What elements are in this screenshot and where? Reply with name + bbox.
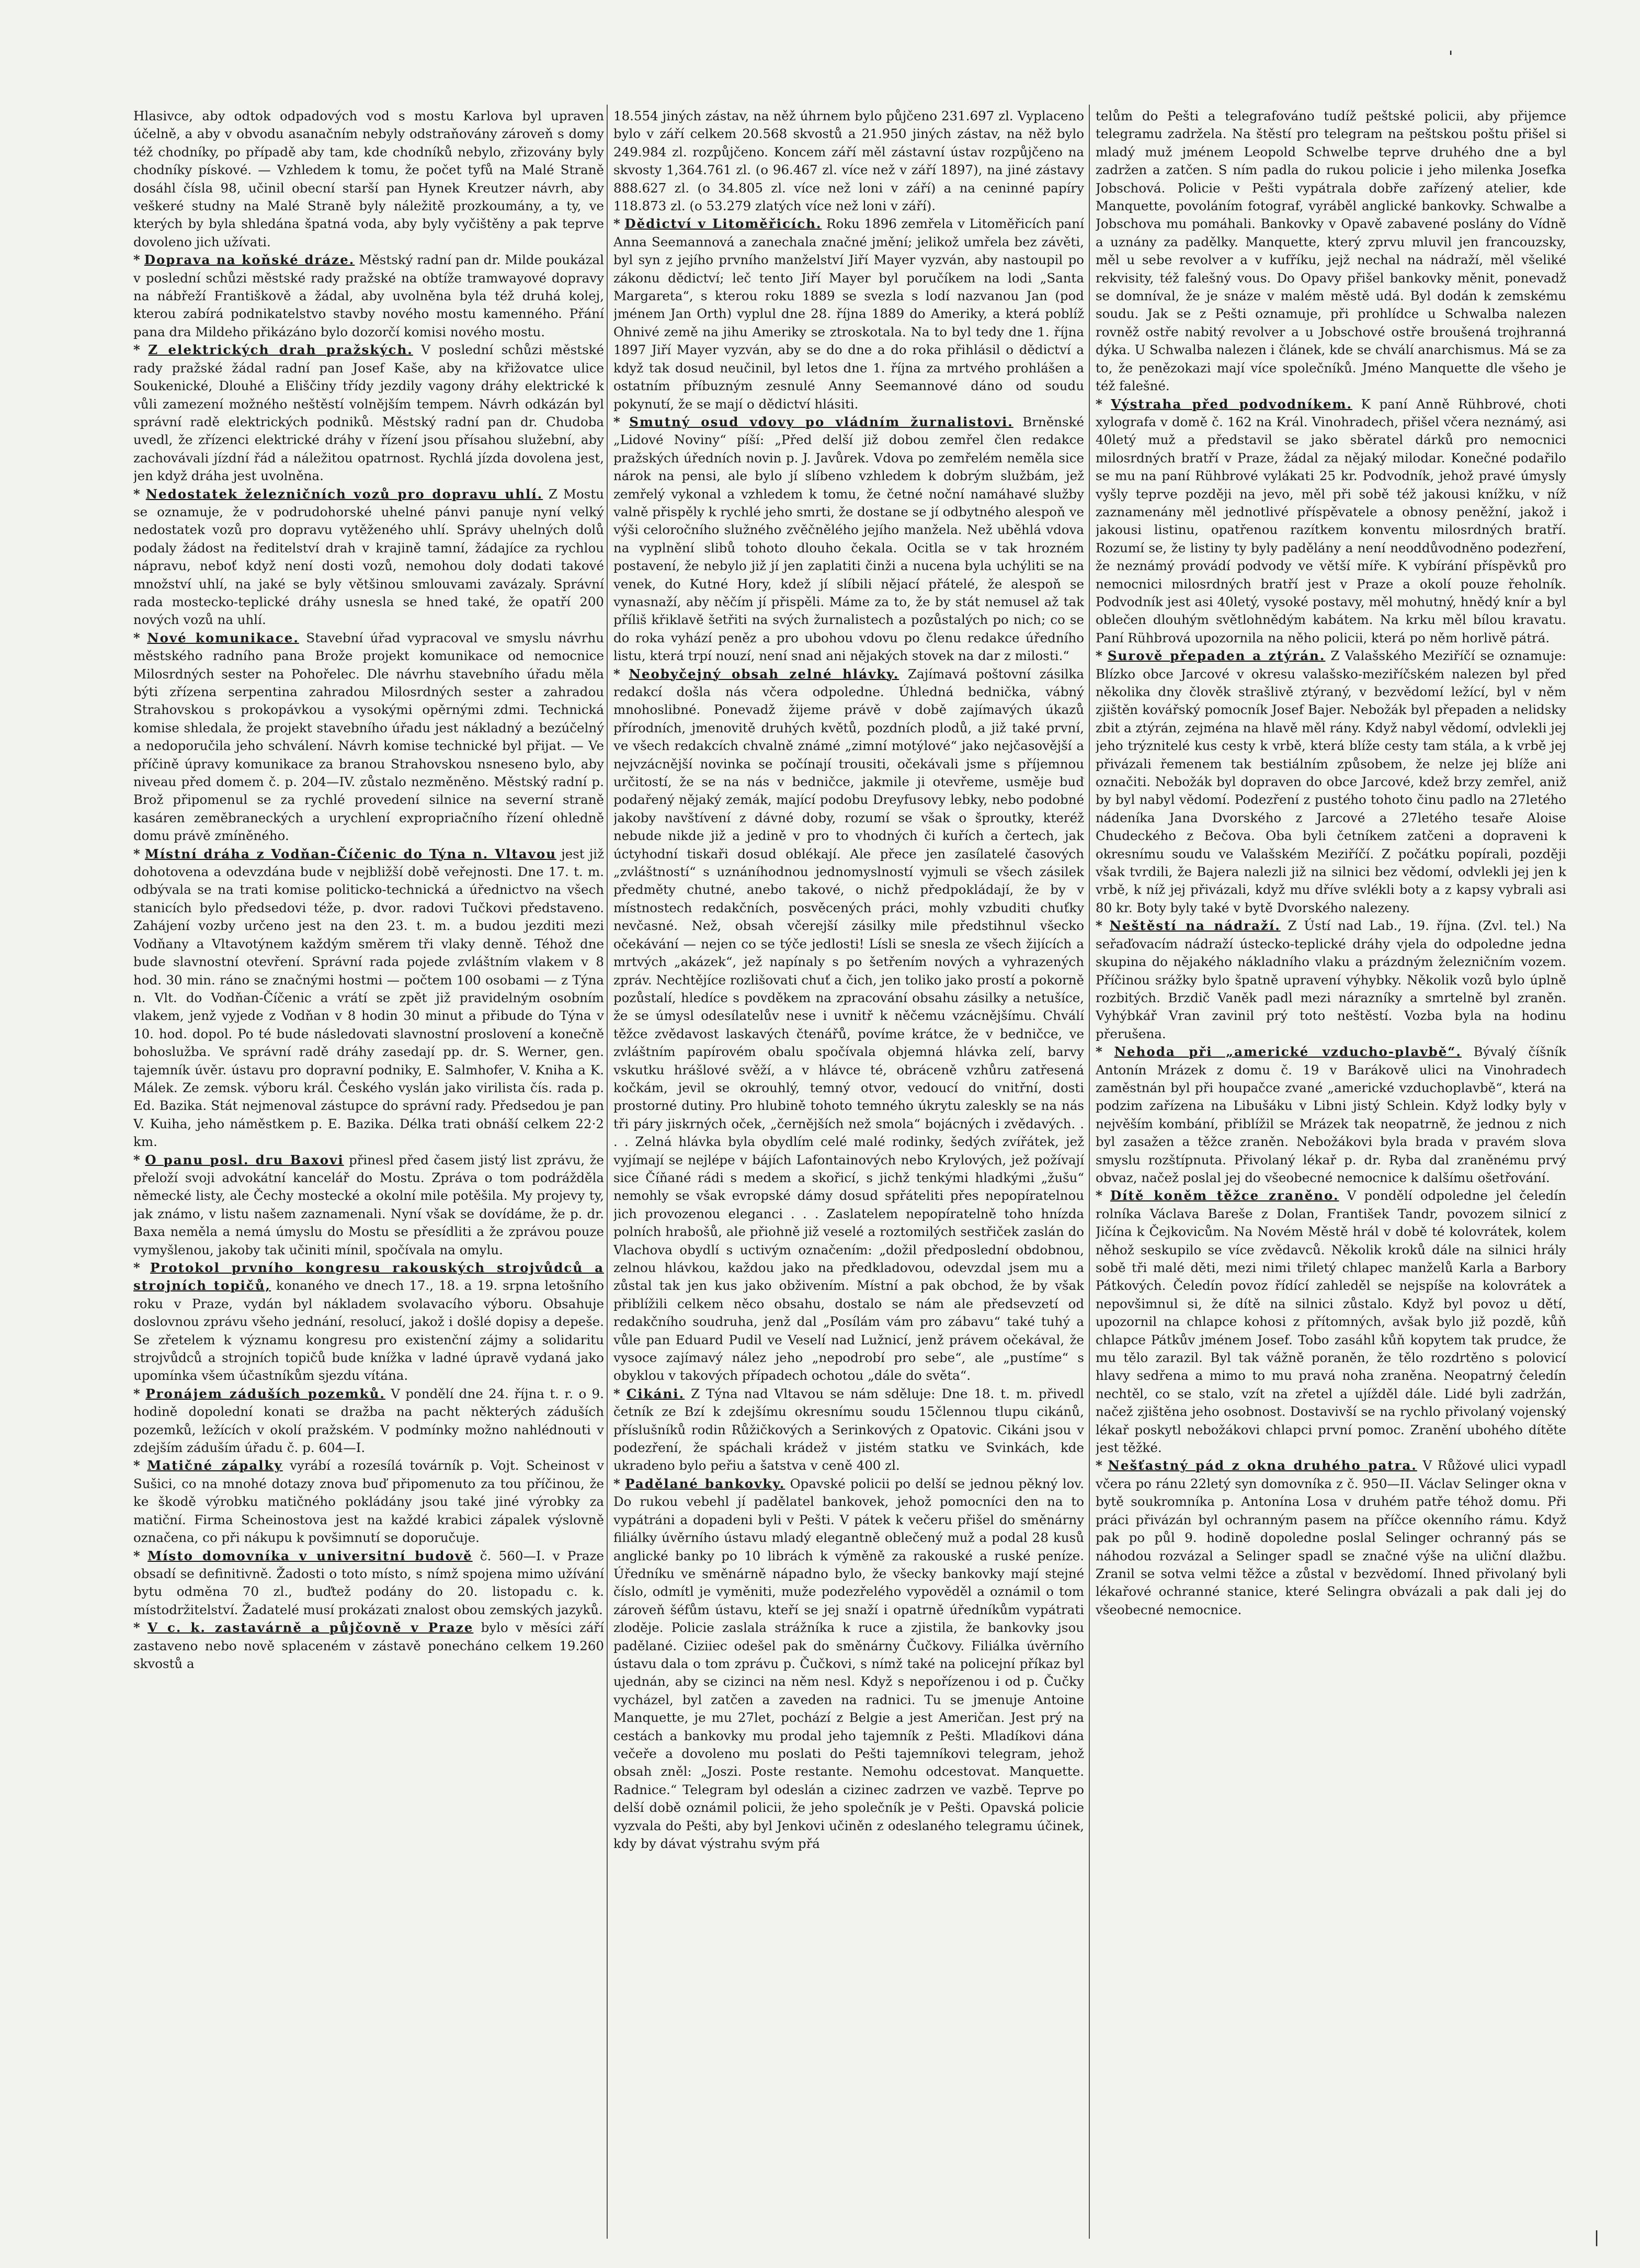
article-headline: O panu posl. dru Baxovi bbox=[145, 1152, 344, 1167]
news-article bbox=[133, 1457, 604, 1547]
article-body: V poslední schůzi městské rady pražské žádal radní pan Josef Kaše, aby na křižovatce ulice Soukenické, Dlouhé a Eliščiny třídy jezdily vagony dráhy elektrické k vůli zamezení možného neštěstí volnějším tempem. Návrh odkázán byl správní radě elektrických podniků. Městský radní pan dr. Chudoba uvedl, že zřízenci elektrické dráhy v řízení jsou přísahou služební, aby zachovávali jízdní řád a náležitou opatrnost. Rychlá jízda dovolena jest, jen když dráha jest uvolněna. bbox=[133, 342, 604, 484]
article-headline: Výstraha před podvodníkem. bbox=[1111, 396, 1353, 412]
article-headline: Padělané bankovky. bbox=[625, 1476, 785, 1491]
article-marker: * bbox=[133, 846, 140, 861]
article-marker: * bbox=[613, 666, 620, 682]
news-article bbox=[133, 629, 604, 845]
article-body: Z Ústí nad Lab., 19. října. (Zvl. tel.) Na seřaďovacím nádraží ústecko-teplické dráhy vjela do odpoledne jedna skupina do nějakého nákladního vlaku a prázdným železničním vozem. Příčinou srážky bylo špatně upravení výhybky. Několik vozů bylo úplně rozbitých. Brzdič Vaněk padl mezi nárazníky a smrtelně byl zraněn. Vyhýbkář Vran zavinil prý toto neštěstí. Vozba byla na hodinu přerušena. bbox=[1096, 918, 1566, 1041]
article-body: přinesl před časem jistý list zprávu, že přeloží svoji advokátní kancelář do Mostu. Zpráva o tom podrážděla německé listy, ale Čechy mostecké a okolní mile potěšila. My projevy ty, jak známo, v listu našem zaznamenali. Nyní však se dovídáme, že p. dr. Baxa nemělа a nemá úmyslu do Mostu se přesídliti a že zprávou pouze vymyšlenou, jakoby tak učiniti mínil, spočívala na omylu. bbox=[133, 1152, 604, 1257]
text-column-1 bbox=[133, 107, 604, 2247]
article-headline: Doprava na koňské dráze. bbox=[144, 252, 355, 268]
news-article bbox=[133, 341, 604, 485]
article-marker: * bbox=[133, 1458, 140, 1473]
article-body: Z Mostu se oznamuje, že v podrudohorské uhelné pánvi panuje nyní velký nedostatek vozů pro dopravu vytěženého uhlí. Správy uhelných dolů podaly žádost na ředitelství drah v krajině tamní, žádajíce za rychlou nápravu, neboť když není dosti vozů, nemohou doly dodati takové množství uhlí, na jaké se byly většinou smlouvami zavázaly. Správní rada mostecko-teplické dráhy usnesla se hned také, že opatří 200 nových vozů na uhlí. bbox=[133, 486, 604, 628]
news-article bbox=[133, 251, 604, 341]
text-column-3 bbox=[1096, 107, 1566, 2247]
news-article bbox=[1096, 917, 1566, 1043]
article-marker: * bbox=[133, 1260, 140, 1275]
text-column-2 bbox=[613, 107, 1084, 2247]
article-headline: Neštěstí na nádraží. bbox=[1109, 918, 1281, 934]
article-marker: * bbox=[1096, 1188, 1102, 1204]
news-article bbox=[613, 1475, 1084, 1853]
article-headline: Smutný osud vdovy po vládním žurnalistovi. bbox=[629, 414, 1013, 429]
article-headline: Nehoda při „americké vzducho-plavbě“. bbox=[1114, 1044, 1462, 1060]
article-body: jest již dohotovena a odevzdána bude v nejbližší době veřejnosti. Dne 17. t. m. odbývala se na trati komise politicko-technická a úřednictvo na všech stanicích bylo předsedovi téže, p. dvor. radovi Tučkovi představeno. Zahájení vozby určeno jest na den 23. t. m. a budou jezditi mezi Vodňany a Vltavotýnem každým směrem tři vlaky denně. Téhož dne bude slavnostní otevření. Správní rada pojede zvláštním vlakem v 8 hod. 30 min. ráno se značnými hostmi — počtem 100 osobami — z Týna n. Vlt. do Vodňan-Číčenic a vrátí se zpět již pravidelným osobním vlakem, jenž vyjede z Vodňan v 8 hodin 30 minut a přibude do Týna v 10. hod. dopol. Po té bude následovati slavnostní proslovení a konečně bohoslužba. Ve správní radě dráhy zasedají pp. dr. S. Werner, gen. tajemník úvěr. ústavu pro dopravní podniky, E. Salmhofer, V. Kniha a K. Málek. Ze zemsk. výboru král. Českého vyslán jako virilista čís. rada p. Ed. Bazika. Stát nejmenoval zástupce do správní rady. Předsedou je pan V. Kuiha, jeho náměstkem p. E. Bazika. Délka trati obnáší celkem 22·2 km. bbox=[133, 846, 604, 1150]
article-body: vyrábí a rozesílá továrník p. Vojt. Scheinost v Sušici, co na mnohé dotazy znova buď připomenuto za tou příčinou, že ke škodě výrobku matičného pokládány jsou také jiné výrobky za matiční. Firma Scheinostova jest na každé krabici zápalek výslovně označena, co při nákupu k povšimnutí se doporučuje. bbox=[133, 1458, 604, 1546]
article-body: Stavební úřad vypracoval ve smyslu návrhu městského radního pana Brože projekt komunikace od nemocnice Milosrdných sester na Pohořelec. Dle návrhu stavebního úřadu měla býti zřízena serpentina zahradou Milosrdných sester a zahradou Strahovskou s prokopávkou a vysokými opěrnými zdmi. Technická komise shledala, že projekt stavebního úřadu jest nákladný a bezúčelný a nedoporučila jeho schválení. Návrh komise technické byl přijat. — Ve příčině úpravy komunikace za branou Strahovskou nsneseno bylo, aby niveau před domem č. p. 204—IV. zůstalo nezměněno. Městský radní p. Brož připomenul se za rychlé provedení silnice na severní straně kasáren zeměbraneckých a urychlení expropriačního řízení ohledně domu právě zmíněného. bbox=[133, 630, 604, 844]
article-marker: * bbox=[133, 1152, 140, 1167]
news-article bbox=[1096, 1457, 1566, 1619]
article-marker: * bbox=[133, 630, 140, 645]
news-article bbox=[133, 845, 604, 1151]
article-body: K paní Anně Rühbrové, choti xylografa v domě č. 162 na Král. Vinohradech, přišel včera neznámý, asi 40letý muž a představil se jako sběratel dárků pro nemocnici milosrdných bratří v Praze, žádal za nějaký milodar. Konečné podařilo se mu na paní Rühbrové vylákati 25 kr. Podvodník, jehož pravé úmysly vyšly teprve později na jevo, měl při sobě též jakousi knížku, v níž zaznamenány měl jednotlivé příspěvatele a obnosy peněžní, jakož i jakousi listinu, opatřenou razítkem konventu milosrdných bratří. Rozumí se, že listiny ty byly padělány a není neoddůvodněno podezření, že neznámý provádí podvody ve větší míře. K vybírání příspěvků pro nemocnici milosrdných bratří jest v Praze a okolí pouze řeholník. Podvodník jest asi 40letý, vysoké postavy, měl mohutný, hnědý knír a byl oblečen dlouhým světlohnědým kabátem. Na krku měl bílou kravatu. Paní Rühbrová upozornila na něho policii, která po něm horlivě pátrá. bbox=[1096, 396, 1566, 645]
article-marker: * bbox=[133, 486, 140, 502]
article-body: Bývalý číšník Antonín Mrázek z domu č. 19 v Barákově ulici na Vinohradech zaměstnán byl při houpačce zvané „americké vzduchoplavbě“, která na podzim zařízena na Libušáku v Libni jistý Schlein. Když lodky byly v nejvěším kombání, přiblížil se Mrázek tak neopatrně, že jednou z nich byl zasažen a těžce zraněn. Nebožákovi byla brada v pravém slova smyslu rozštípnuta. Přivolaný lékař p. dr. Ryba dal zraněnému prvý obvaz, načež poslal jej do všeobecné nemocnice k dalšímu ošetřování. bbox=[1096, 1044, 1566, 1185]
article-body: V pondělí dne 24. října t. r. o 9. hodině dopolední konati se dražba na pacht některých záduších pozemků, ležících v okolí pražském. V podmínky možno nahlédnouti v zdejším záduším úřadu č. p. 604—I. bbox=[133, 1386, 604, 1456]
article-headline: Protokol prvního kongresu rakouských strojvůdců a strojních topičů, bbox=[133, 1260, 604, 1294]
article-headline: Nedostatek železničních vozů pro dopravu uhlí. bbox=[145, 486, 543, 502]
article-marker: * bbox=[613, 1476, 620, 1491]
news-article bbox=[613, 665, 1084, 1385]
news-article bbox=[613, 413, 1084, 665]
article-marker: * bbox=[1096, 1044, 1102, 1060]
article-headline: Nové komunikace. bbox=[147, 630, 299, 645]
column-divider bbox=[1089, 105, 1090, 2239]
article-marker: * bbox=[133, 342, 140, 358]
article-headline: Dědictví v Litoměřicích. bbox=[624, 216, 822, 232]
article-body: telům do Pešti a telegrafováno tudíž peštské policii, aby přijemce telegramu zadržela. Na štěstí pro telegram na peštskou poštu přišel si mladý muž jménem Leopold Schwelbe teprve druhého dne a byl zadržen a zatčen. S ním padla do rukou policie i jeho milenka Josefka Jobschová. Policie v Pešti vypátrala dobře zařízený atelier, kde Manquette, povoláním fotograf, vyráběl anglické bankovky. Schwalbe a Jobschova mu pomáhali. Bankovky v Opavě zabavené poslány do Vídně a uznány za padělky. Manquette, který zprvu mluvil jen francouzsky, měl u sebe revolver a v kufříku, jejž nechal na nádraží, měl všeliké rekvisity, též falešný vous. Do Opavy přišel bankovky měnit, ponevadž se domníval, že je snáze v malém městě udá. Byl dodán k zemskému soudu. Jak se z Pešti oznamuje, při prohlídce u Schwalba nalezen rovněž ostře nabitý revolver a u Jobschové ostře broušená trojhranná dýka. U Schwalba nalezen i článek, kde se chválí anarchismus. Má se za to, že penězokazi mají více společníků. Jméno Manquette dle všeho je též falešné. bbox=[1096, 108, 1566, 394]
article-body: Z Týna nad Vltavou se nám sděluje: Dne 18. t. m. přivedl četník ze Bzí k zdejšímu okresnímu soudu 15člennou tlupu cikánů, příslušníků rodin Růžičkových a Serinkových z Opatovic. Cikáni jsou v podezření, že spáchali krádež v jistém statku ve Svinkách, kde ukradeno bylo peřiu a šatstva v ceně 400 zl. bbox=[613, 1386, 1084, 1473]
article-marker: * bbox=[133, 1386, 140, 1401]
article-body: bylo v měsíci září zastaveno nebo nově splaceném v zástavě ponecháno celkem 19.260 skvostů a bbox=[133, 1620, 604, 1671]
news-article bbox=[133, 1151, 604, 1259]
article-body: č. 560—I. v Praze obsadí se definitivně. Žadosti o toto místo, s nímž spojena mimo užívání bytu odměna 70 zl., buďtež podány do 20. listopadu c. k. místodržitelství. Žadatelé musí prokázati znalost obou zemských jazyků. bbox=[133, 1548, 604, 1617]
article-headline: Místo domovníka v universitní budově bbox=[147, 1548, 473, 1563]
article-headline: Cikáni. bbox=[626, 1386, 685, 1401]
news-article bbox=[133, 485, 604, 629]
article-marker: * bbox=[133, 252, 140, 268]
article-headline: Pronájem záduších pozemků. bbox=[145, 1386, 385, 1401]
article-body: konaného ve dnech 17., 18. a 19. srpna letošního roku v Praze, vydán byl nákladem svolavacího výboru. Obsahuje doslovnou zprávu všeho jednání, resolucí, jakož i došlé dopisy a depeše. Se zřetelem k významu kongresu pro existenční zájmy a solidaritu strojvůdců a strojních topičů bude knížka v ladné úpravě vydaná jako upomínka všem účastníkům sjezdu vítána. bbox=[133, 1278, 604, 1384]
news-article bbox=[1096, 395, 1566, 648]
column-divider bbox=[607, 105, 608, 2239]
article-body: V Růžové ulici vypadl včera po ránu 22letý syn domovníka z č. 950—II. Václav Selinger okna v bytě soukromníka p. Antonína Losa v druhém patře téhož domu. Při práci přivázán byl ochranným pasem na příčce okenního rámu. Když pak po půl 9. hodině dopoledne poslal Selinger ochranný pás se náhodou rozvázal a Selinger spadl se značné výše na uliční dlažbu. Zranil se sotva velmi těžce a zůstal v bezvědomí. Ihned přivolaný byli lékařové ochranné stanice, které Selingra obvázali a pak dali jej do všeobecné nemocnice. bbox=[1096, 1458, 1566, 1617]
news-article bbox=[133, 1619, 604, 1673]
article-body: V pondělí odpoledne jel čeledín rolníka Václava Bareše z Dolan, František Tandr, povozem silnicí z Jičína k Čejkovicům. Na Novém Městě hrál v době té kolovrátek, kolem něhož seskupilo se více zvědavců. Několik kroků dále na silnici hrály sobě tři malé děti, mezi nimi třiletý chlapec manželů Karla a Barbory Pátkových. Čeledín povoz řídící zahleděl se nejspíše na kolovrátek a nepovšimnul si, že dítě na silnici zůstalo. Když byl povoz u dětí, upozornil na chlapce kohosi z přítomných, avšak bylo již pozdě, kůň chlapce Pátkův jménem Josef. Tobo zasáhl kůň kopytem tak prudce, že mu tělo zarazil. Byl tak vážně poraněn, že tělo rozdrtěno s polovicí hlavy sedřena a mimo to mu pravá noha zraněna. Neopatrný čeledín nechtěl, co se stalo, vzít na zřetel a ujížděl dále. Lidé byli zadržán, načež zjištěna jeho osobnost. Dostavivší se na rychlo přivolaný vojenský lékař poskytl nebožákovi chlapci první pomoc. Zranění ubohého dítěte jest těžké. bbox=[1096, 1188, 1566, 1456]
news-article bbox=[613, 215, 1084, 413]
article-body: Brněnské „Lidové Noviny“ píší: „Před delší již dobou zemřel člen redakce pražských úředních novin p. J. Javůrek. Vdova po zemřelém neměla sice nárok na pensi, ale bylo jí slíbeno vzhledem k dobrým službám, jež zemřelý vykonal a vzhledem k tomu, že četné noční namáhavé služby valně přispěly k rychlé jeho smrti, že dostane se jí odbytného alespoň ve výši celoročního služného zvěčnělého jejího manžela. Než uběhlá vdova na vyplnění slibů tohoto dlouho čekala. Ocitla se v tak hrozném postavení, že nebylo již jí jen zaplatiti činži a nucena byla uchýliti se na venek, do Kutné Hory, kdež jí slíbili nějací přátelé, že alespoň se vynasnaží, aby něčím jí přispěli. Máme za to, že by stát nemusel až tak příliš křiklavě šetřiti na svých žurnalistech a pozůstalých po nich; co se do roka vyhází peněz a pro ubohou vdovu po členu redakce úředního listu, která trpí nouzí, není snad ani nějakých stovek na dar z milosti.“ bbox=[613, 414, 1084, 664]
article-body: Zajímavá poštovní zásilka redakcí došla nás včera odpoledne. Úhledná bednička, vábný mnohoslibné. Ponevadž žijeme právě v době zajímavých úkazů přírodních, jmenovitě druhých květů, pozdních plodů, a již také první, ve všech redakcích chvalně známé „zimní motýlové“ jako nejčasovější a nejvzácnější novinka se počínají trousiti, očekávali jsme s příjemnou určitostí, že se na nás v bedničce, jakmile ji otevřeme, usměje buď podařený nějaký zemák, mající podobu Dreyfusovy lebky, nebo podobné jakoby navštívení z dávné doby, rozumí se však o šproutky, kteréž nebude nikde již a jedině v pro to vhodných či kuřích a čertech, jak úctyhodní tiskaři dosud oblékají. Ale přece jen zasílatelé časových „zvláštností“ s uznáníhodnou jednomyslností vyjmuli se všech zásilek předměty chutné, anebo takové, o nichž předpokládají, že by v místnostech redakčních, posvěcených práci, mohly vzbuditi chuťky nevčasné. Než, obsah včerejší zásilky mile předstihnul všecko očekávání — nejen co se týče jedlosti! Lísli se snesla ze všech žijících a mrtvých „akázek“, jež napínaly s po šetřením nových a vyhrazených zpráv. Nechtějíce rozlišovati chuť a čich, jen toliko jako prostí a pokorně pozůstalí, hledíce s povděkem na zpracování obsahu zásilky a netušíce, že se úmysl odesílatelův nese i uvnitř k něčemu vzácnějšímu. Chválí těžce zvědavost laskavých čtenářů, povíme krátce, že v bedničce, ve zvláštním papírovém obalu spočívala objemná hlávka zelí, barvy vskutku hrášlové svěží, a v hlávce té, obráceně vzhůru zatřesená kočkám, jevil se okrouhlý, temný otvor, vedoucí do vnitřní, dosti prostorné dutiny. Pro hlubině tohoto temného úkrytu zaleskly se na nás tři páry jiskrných oček, „černějších než smola“ bojácných i zvědavých. . . . Zelná hlávka byla obydlím celé malé rodinky, šedých zvířátek, jež vyjímají se nejlépe v bájích Lafontainových nebo Krylových, jež požívají sice Číňané rádi s medem a skořicí, s jichž tenkými hladkými „žušu“ nemohly se však evropské dámy dosud spřáteliti přes nepopíratelnou jich provozenou eleganci . . . Zaslatelem nepopíratelně toho hnízda polních hrabošů, ale přiohně již veselé a roztomilých sestřiček zaslán do Vlachova obydlí s uctivým označením: „dožil předposlední obdobnou, zelnou hlávkou, každou jako na předkladovou, odevzdal jsem mu a zůstal tak jen kus jako obživením. Místní a pak obchod, že by však přiblížili celkem něco obsahu, dostalo se nám ale předsevzetí od redakčního soudruha, jenž dal „Posílám vám pro zábavu“ také tuhý a vůle pan Eduard Pudil ve Veselí nad Lužnicí, jenž právem očekával, že vysoce zajímavý nález jeho „nepodrobí pro sebe“, ale „pustíme“ s obyklou v takových případech ochotou „dále do světa“. bbox=[613, 666, 1084, 1384]
article-marker: * bbox=[133, 1548, 140, 1563]
news-article bbox=[1096, 1187, 1566, 1457]
article-body: Opavské policii po delší se jednou pěkný lov. Do rukou vebehl jí padělatel bankovek, jehož pomocníci den na to vypátráni a dopadeni byli v Pešti. V pátek k večeru přišel do směnárny filiálky úvěrního ústavu mladý elegantně oblečený muž a podal 28 kusů anglické banky po 10 librách k výměně za rakouské a ruské peníze. Úředníku ve směnárně nápadno bylo, že všecky bankovky mají stejné číslo, odmítl je vyměniti, muže podezřelého vypověděl a oznámil o tom zároveň šéfům ústavu, kteří se jej snaží i opatrně úředníkům vypátrati zloděje. Policie zaslala strážníka k ruce a zjistila, že bankovky jsou padělané. Ciziiec odešel pak do směnárny Čučkovy. Filiálka úvěrního ústavu dala o tom zprávu p. Čučkovi, s nímž také na policejní příkaz byl ujednán, aby se cizinci na něm nesl. Když s nepořízenou i od p. Čučky vycházel, byl zatčen a zaveden na radnici. Tu se jmenuje Antoine Manquette, je mu 27let, pochází z Belgie a jest Američan. Jest prý na cestách a bankovky mu prodal jeho tajemník z Pešti. Mladíkovi dána večeře a dovoleno mu poslati do Pešti tajemníkovi telegram, jehož obsah zněl: „Joszi. Poste restante. Nemohu odcestovat. Manquette. Radnice.“ Telegram byl odeslán a cizinec zadrzen ve vazbě. Teprve po delší době oznámil policii, že jeho společník je v Pešti. Opavská policie vyzvala do Pešti, aby byl Jenkovi učiněn z odeslaného telegramu účinek, kdy by dávat výstrahu svým přá bbox=[613, 1476, 1084, 1851]
article-headline: Surově přepaden a ztýrán. bbox=[1107, 648, 1326, 664]
article-body: Roku 1896 zemřela v Litoměřicích paní Anna Seemannová a zanechala značné jmění; jelikož umřela bez závěti, byl syn z jejího prvního manželství Jiří Mayer vyzván, aby nastoupil po zákonu dědictví; leč tento Jiří Mayer byl poručíkem na lodi „Santa Margareta“, s kterou roku 1889 se svezla s lodí nazvanou Jan (pod jménem Jan Orth) vyplul dne 28. října 1889 do Ameriky, a která poblíž Ohnivé země na jihu Ameriky se ztroskotala. Na to byl tedy dne 1. října 1897 Jiří Mayer vyzván, aby se do dne a do roka přihlásil o dědictví a když tak dosud neučinil, byl letos dne 1. října za mrtvého prohlášen a ostatním příbuzným zesnulé Anny Seemannové dáno od soudu pokynutí, že se mají o dědictví hlásiti. bbox=[613, 216, 1084, 412]
article-body: 18.554 jiných zástav, na něž úhrnem bylo půjčeno 231.697 zl. Vyplaceno bylo v září celkem 20.568 skvostů a 21.950 jiných zástav, na něž bylo 249.984 zl. rozpůjčeno. Koncem září měl zástavní ústav rozpůjčeno na skvosty 1,364.761 zl. (o 96.467 zl. více než v září 1897), na jiné zástavy 888.627 zl. (o 34.805 zl. více než loni v září) a na ceninné papíry 118.873 zl. (o 53.279 zlatých více než loni v září). bbox=[613, 108, 1084, 214]
news-article bbox=[133, 1259, 604, 1385]
article-headline: Matičné zápalky bbox=[147, 1458, 283, 1473]
article-body: Hlasivce, aby odtok odpadových vod s mostu Karlova byl upraven účelně, a aby v obvodu asanačním nebyly odstraňovány zároveň s domy též chodníky, po případě aby tam, kde chodníků nebylo, zřizovány byly chodníky pískové. — Vzhledem k tomu, že počet tyfů na Malé Straně dosáhl čísla 98, učinil obecní starší pan Hynek Kreutzer návrh, aby veškeré studny na Malé Straně byly náležitě prozkoumány, a ty, ve kterých by byla shledána špatná voda, aby byly vyčištěny a pak teprve dovoleno jich užívati. bbox=[133, 108, 604, 250]
news-article bbox=[1096, 1043, 1566, 1187]
edge-mark-top-right: ' bbox=[1449, 48, 1453, 66]
article-marker: * bbox=[613, 1386, 620, 1401]
news-article bbox=[133, 107, 604, 251]
article-marker: * bbox=[1096, 648, 1102, 664]
article-body: Z Valašského Meziříčí se oznamuje: Blízko obce Jarcové v okresu valašsko-meziříčském nalezen byl před několika dny člověk strašlivě ztýraný, v bezvědomí ležící, byl v něm zjištěn kovářský pomocník Josef Bajer. Nebožák byl přepaden a nelidsky zbit a ztýrán, zejména na hlavě měl rány. Když nabyl vědomí, odvlekli jej jeho trýznitelé kus cesty k vrbě, která blíže cesty tam stála, a k vrbě jej přivázali řemenem tak bestiálním způsobem, že nelze jej blíže ani označiti. Nebožák byl dopraven do obce Jarcové, kdež brzy zemřel, aniž by byl nabyl vědomí. Podezření z pustého tohoto činu padlo na 27letého nádeníka Jana Dvorského z Jarcové a 27letého tesaře Aloise Chudeckého z Bečova. Oba byli četníkem zatčeni a dopraveni k okresnímu soudu ve Valašském Meziříčí. Z počátku popírali, později však tvrdili, že Bajera nalezli již na silnici bez vědomí, odvlekli jej jen k vrbě, k níž jej přivázali, když mu dříve svlékli boty a z kapsy vybrali asi 80 kr. Boty byly také v bytě Dvorského nalezeny. bbox=[1096, 648, 1566, 915]
article-headline: Neobyčejný obsah zelné hlávky. bbox=[629, 666, 899, 682]
article-headline: Z elektrických drah pražských. bbox=[148, 342, 413, 358]
article-headline: Dítě koněm těžce zraněno. bbox=[1110, 1188, 1339, 1204]
edge-mark-bottom-right: | bbox=[1594, 2228, 1600, 2247]
article-marker: * bbox=[1096, 396, 1102, 412]
news-article bbox=[1096, 647, 1566, 917]
news-article bbox=[133, 1547, 604, 1619]
article-body: Městský radní pan dr. Milde poukázal v poslední schůzi městské rady pražské na obtíže tramwayové dopravy na nábřeží Františkově a žádal, aby uvolněna byla též druhá kolej, kterou zabírá podnikatelstvo stavby nového mostu kamenného. Přání pana dra Mildeho přikázáno bylo dozorčí komisi nového mostu. bbox=[133, 252, 604, 339]
article-marker: * bbox=[613, 216, 620, 232]
news-article bbox=[613, 107, 1084, 215]
article-marker: * bbox=[133, 1620, 140, 1636]
article-headline: Místní dráha z Vodňan-Číčenic do Týna n. Vltavou bbox=[144, 846, 557, 861]
article-marker: * bbox=[1096, 1458, 1102, 1473]
news-article bbox=[133, 1385, 604, 1457]
article-marker: * bbox=[613, 414, 620, 429]
news-article bbox=[1096, 107, 1566, 395]
article-headline: Nešťastný pád z okna druhého patra. bbox=[1108, 1458, 1417, 1473]
article-marker: * bbox=[1096, 918, 1102, 934]
article-headline: V c. k. zastavárně a půjčovně v Praze bbox=[147, 1620, 474, 1636]
news-article bbox=[613, 1385, 1084, 1475]
